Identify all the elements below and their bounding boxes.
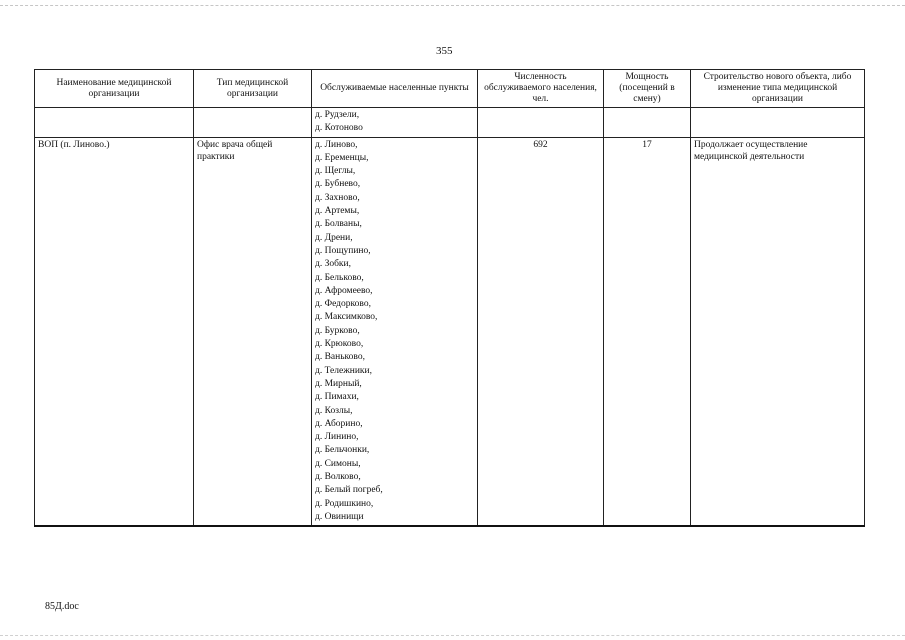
- settlement-item: д. Козлы,: [315, 405, 353, 416]
- settlement-item: д. Максимково,: [315, 312, 378, 323]
- table-row: [35, 137, 865, 526]
- settlements-cell: [312, 108, 478, 138]
- settlement-item: д. Бельчонки,: [315, 445, 370, 456]
- column-header: Численность обслуживаемого населения, чел.: [478, 70, 604, 108]
- organization-type-cell: [194, 108, 312, 138]
- settlement-item: д. Болваны,: [315, 219, 362, 230]
- capacity-cell: [604, 108, 691, 138]
- scan-edge-bottom: [0, 635, 905, 636]
- settlement-item: д. Зобки,: [315, 259, 352, 270]
- settlement-item: д. Дрени,: [315, 232, 353, 243]
- scan-edge-top: [0, 5, 905, 6]
- settlement-item: д. Пимахи,: [315, 392, 359, 403]
- settlement-item: д. Бурково,: [315, 325, 360, 336]
- settlement-item: д. Симоны,: [315, 458, 361, 469]
- capacity-cell: 17: [604, 137, 691, 526]
- settlement-item: д. Мирный,: [315, 378, 362, 389]
- settlement-item: д. Овинищи: [315, 511, 364, 522]
- settlement-item: д. Еременцы,: [315, 152, 369, 163]
- settlement-item: д. Захново,: [315, 192, 360, 203]
- column-header: Строительство нового объекта, либо изменение типа медицинской организации: [691, 70, 865, 108]
- organization-type-cell: Офис врача общей практики: [194, 137, 312, 526]
- settlement-item: д. Белый погреб,: [315, 485, 383, 496]
- settlement-item: д. Афромеево,: [315, 285, 373, 296]
- settlements-cell: [312, 137, 478, 526]
- settlement-item: д. Родишкино,: [315, 498, 374, 509]
- column-header: Наименование медицинской организации: [35, 70, 194, 108]
- settlement-item: д. Линово,: [315, 139, 358, 150]
- settlement-item: д. Бубнево,: [315, 179, 361, 190]
- settlement-item: д. Артемы,: [315, 206, 360, 217]
- settlement-item: д. Федорково,: [315, 299, 371, 310]
- page-number: 355: [436, 45, 453, 57]
- column-header: Тип медицинской организации: [194, 70, 312, 108]
- construction-cell: [691, 108, 865, 138]
- settlement-item: д. Котоново: [315, 123, 363, 134]
- column-header: Обслуживаемые населенные пункты: [312, 70, 478, 108]
- settlement-item: д. Тележники,: [315, 365, 373, 376]
- settlement-item: д. Волково,: [315, 472, 361, 483]
- settlement-item: д. Щеглы,: [315, 166, 356, 177]
- settlement-item: д. Рудзели,: [315, 110, 360, 120]
- settlement-item: д. Линино,: [315, 432, 359, 443]
- column-header: Мощность (посещений в смену): [604, 70, 691, 108]
- population-cell: [478, 108, 604, 138]
- organization-name-cell: ВОП (п. Линово.): [35, 137, 194, 526]
- table-row: [35, 108, 865, 138]
- organization-name-cell: [35, 108, 194, 138]
- footer-filename: 85Д.doc: [45, 601, 79, 612]
- medical-organizations-table: [34, 69, 865, 527]
- settlement-item: д. Ваньково,: [315, 352, 365, 363]
- settlement-item: д. Крюково,: [315, 339, 364, 350]
- header-row: [35, 70, 865, 108]
- construction-cell: Продолжает осуществление медицинской деятельности: [691, 137, 865, 526]
- settlement-item: д. Аборино,: [315, 418, 363, 429]
- settlement-item: д. Пощупино,: [315, 245, 371, 256]
- settlement-item: д. Бельково,: [315, 272, 364, 283]
- population-cell: 692: [478, 137, 604, 526]
